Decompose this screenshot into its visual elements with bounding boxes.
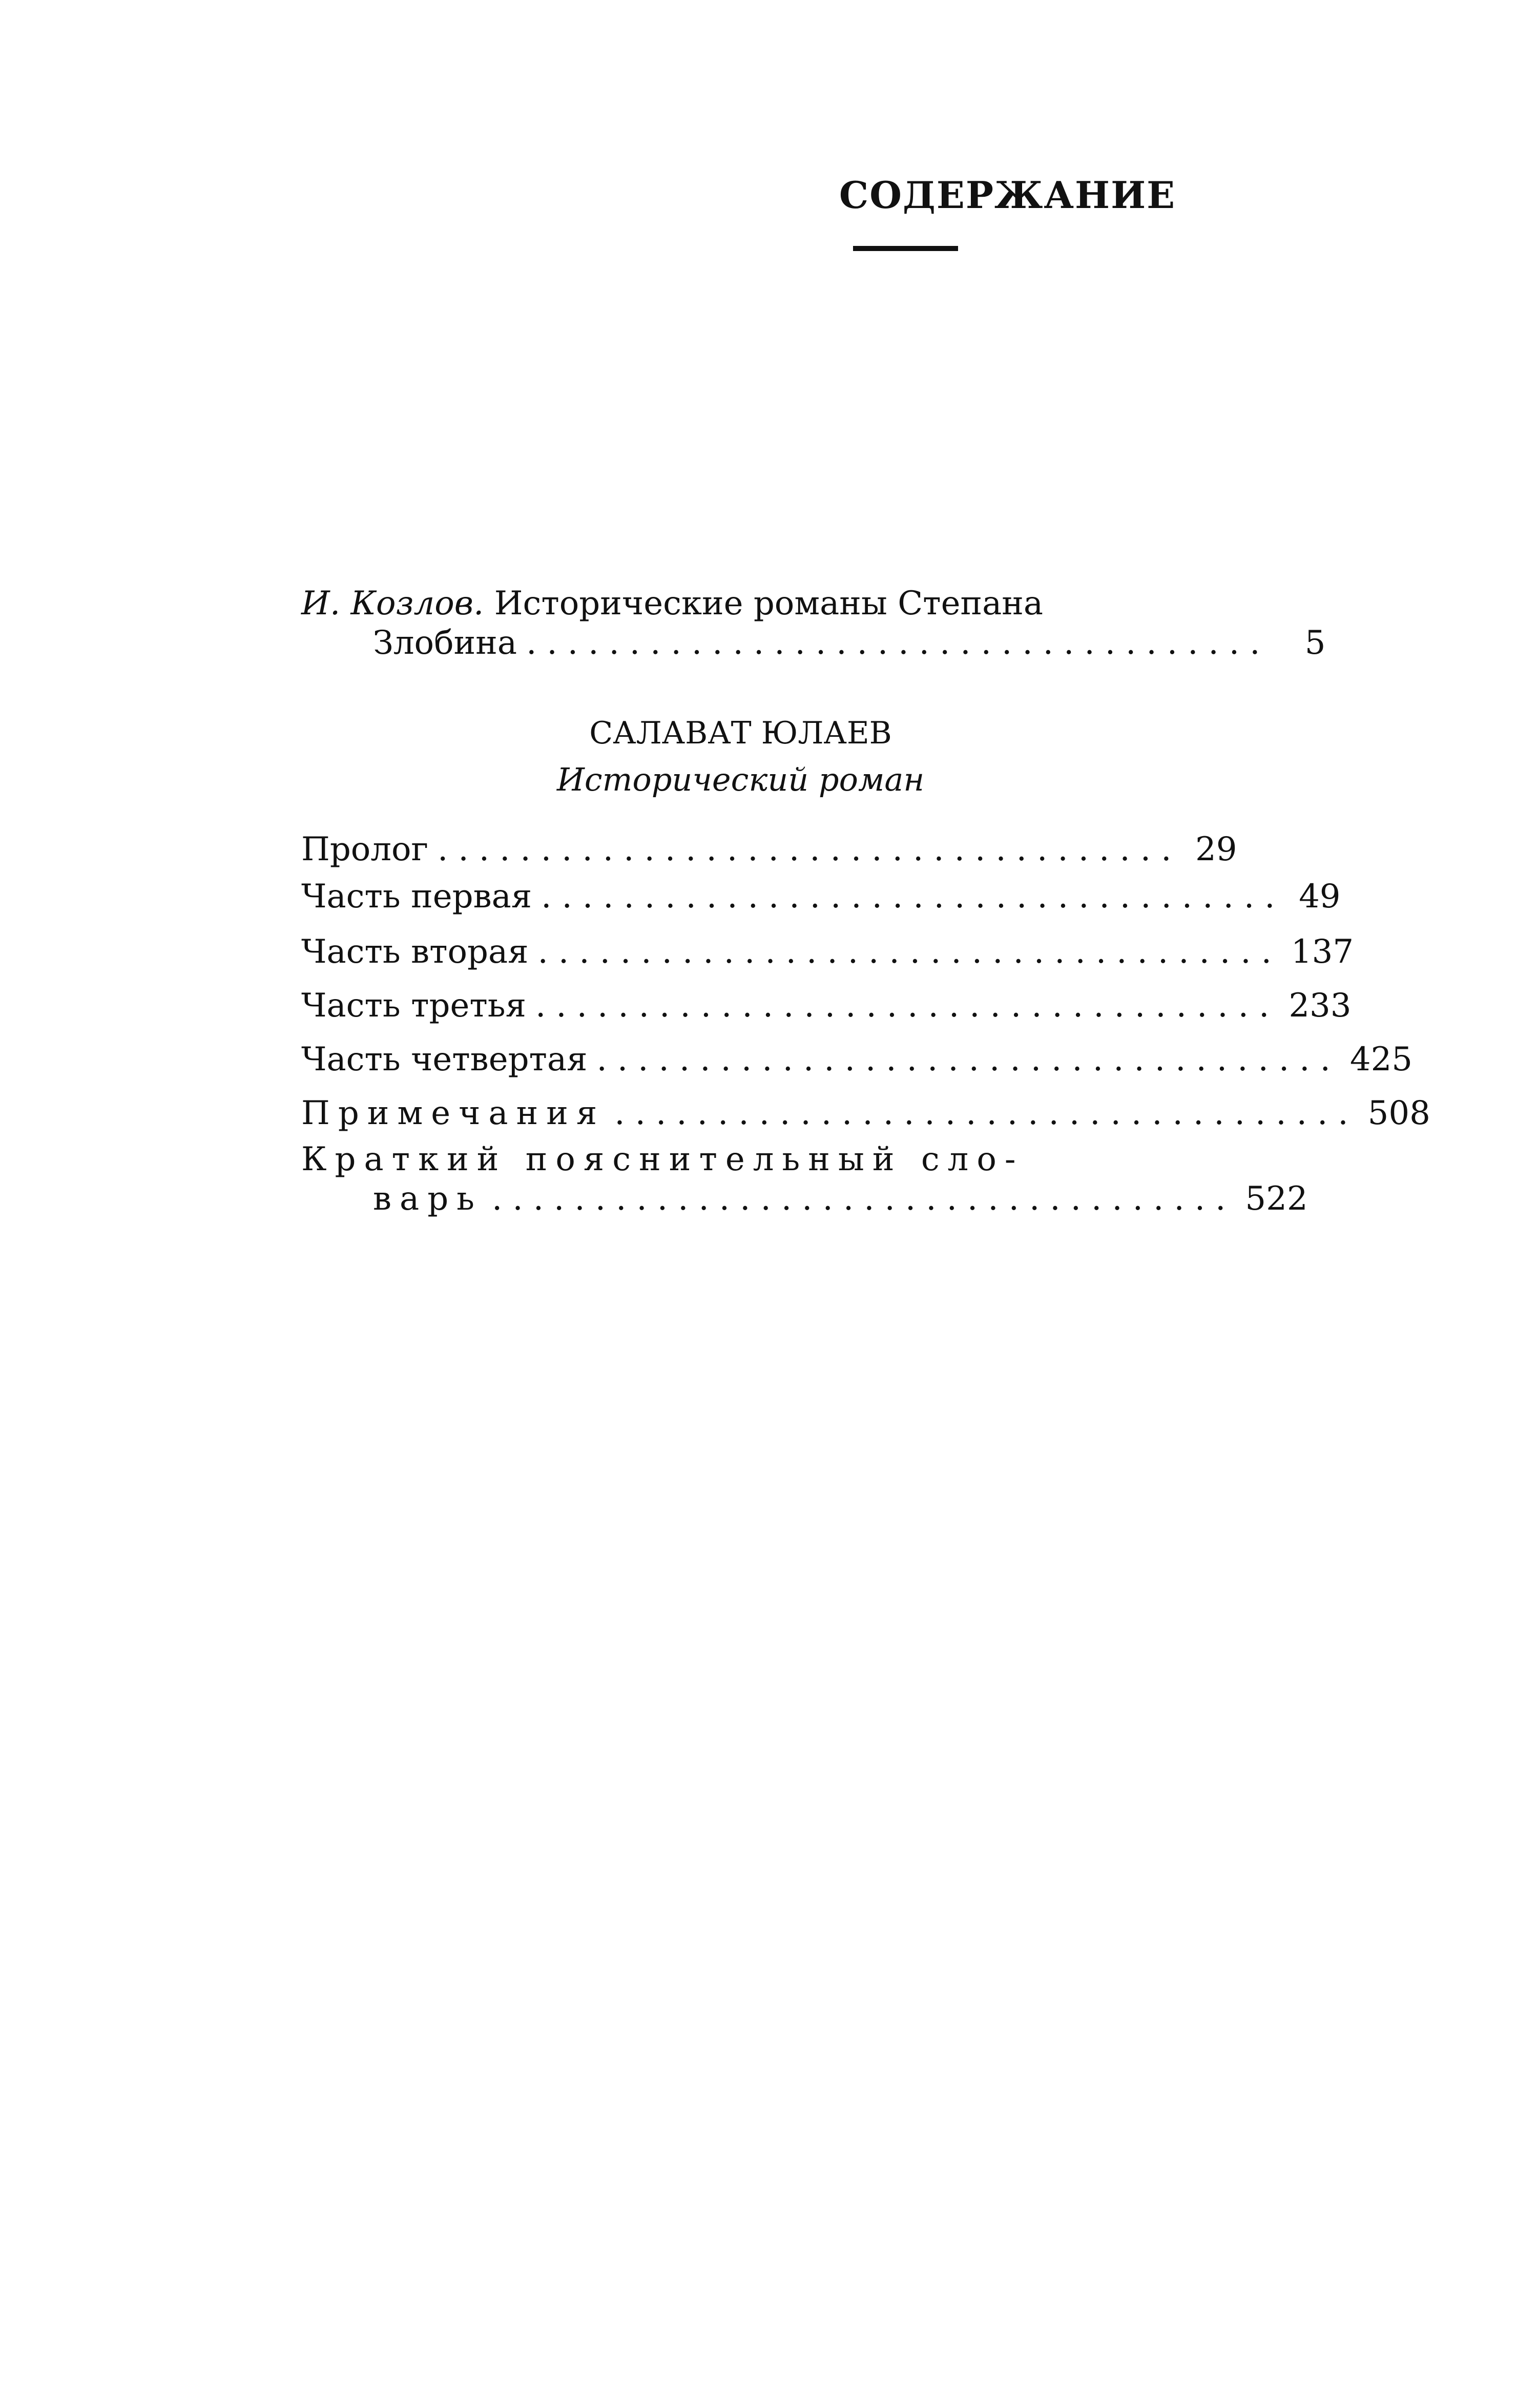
toc-entry-title: Часть вторая: [301, 933, 529, 971]
toc-entry-title: Часть четвертая: [301, 1041, 588, 1078]
page-number: 508: [1367, 1094, 1430, 1132]
page-title: СОДЕРЖАНИЕ: [839, 173, 1176, 217]
toc-entry-title: Пролог: [301, 831, 429, 868]
toc-entry-title-continued: варь: [373, 1179, 483, 1218]
toc-entry-part-two[interactable]: [301, 932, 1354, 972]
page-number: 5: [1304, 624, 1326, 662]
toc-entry-title: Часть третья: [301, 987, 526, 1025]
toc-entry-glossary-line1: [301, 1140, 1180, 1179]
toc-entry-glossary[interactable]: [301, 1140, 1308, 1219]
toc-entry-part-one[interactable]: [301, 877, 1341, 917]
section-heading: САЛАВАТ ЮЛАЕВ: [589, 715, 892, 751]
toc-entry-notes[interactable]: [301, 1094, 1430, 1133]
page-number: 425: [1349, 1041, 1413, 1078]
dot-leader: ....................................: [492, 1179, 1236, 1218]
dot-leader: ....................................: [614, 1094, 1359, 1132]
dot-leader: ....................................: [438, 831, 1182, 868]
toc-entry-title: Примечания: [301, 1094, 606, 1132]
page-number: 29: [1195, 831, 1237, 868]
toc-entry-glossary-line2: [301, 1179, 1308, 1219]
page-number: 49: [1299, 878, 1341, 916]
dot-leader: ....................................: [541, 878, 1285, 916]
page-number: 522: [1245, 1179, 1308, 1218]
dot-leader: ....................................: [596, 1041, 1341, 1078]
toc-entry-prologue[interactable]: [301, 830, 1237, 869]
toc-entry-part-four[interactable]: [301, 1040, 1413, 1080]
title-underline: [853, 246, 958, 251]
toc-entry-intro[interactable]: [301, 584, 1326, 663]
dot-leader: ....................................: [537, 933, 1282, 971]
section-subtitle: Исторический роман: [556, 761, 925, 798]
toc-entry-part-three[interactable]: [301, 986, 1352, 1026]
toc-entry-intro-line1: [301, 584, 1180, 624]
dot-leader: ....................................: [526, 624, 1271, 662]
toc-entry-title: Исторические романы Степана: [494, 585, 1044, 622]
toc-entry-title-continued: Злобина: [373, 624, 517, 662]
toc-entry-intro-line2: [301, 624, 1326, 663]
toc-entry-title: Краткий пояснительный сло-: [301, 1140, 1024, 1178]
toc-entry-title: Часть первая: [301, 878, 532, 916]
page-number: 137: [1291, 933, 1354, 971]
dot-leader: ....................................: [535, 987, 1280, 1025]
page-number: 233: [1289, 987, 1352, 1025]
toc-entry-author: И. Козлов.: [301, 585, 484, 622]
